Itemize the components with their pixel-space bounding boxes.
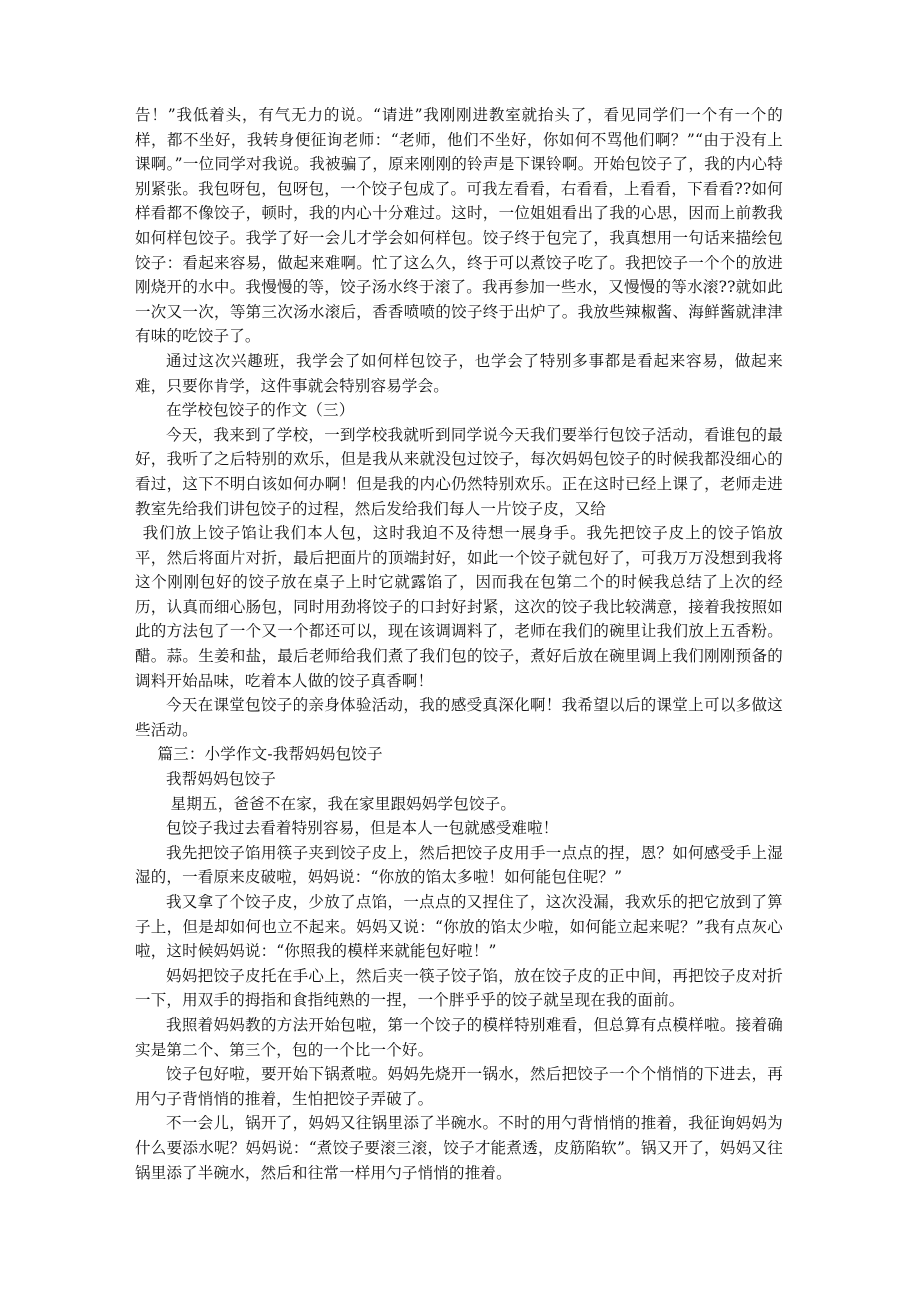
chapter-heading: 篇三：小学作文-我帮妈妈包饺子 [157,745,383,764]
paragraph-14: 我照着妈妈教的方法开始包啦，第一个饺子的模样特别难看，但总算有点模样啦。接着确实是第二个、第三个，包的一个比一个好。 [135,1015,783,1059]
paragraph-2: 通过这次兴趣班，我学会了如何样包饺子，也学会了特别多事都是看起来容易，做起来难，只要你肯学，这件事就会特别容易学会。 [135,351,783,395]
paragraph-16: 不一会儿，锅开了，妈妈又往锅里添了半碗水。不时的用勺背悄悄的推着，我征询妈妈为什么要添水呢？妈妈说：“煮饺子要滚三滚，饺子才能煮透，皮筋陷软”。锅又开了，妈妈又往锅里添了半碗水，然后和往常一样用勺子悄悄的推着。 [135,1114,783,1182]
essay-title: 我帮妈妈包饺子 [166,770,276,789]
paragraph-13: 妈妈把饺子皮托在手心上，然后夹一筷子饺子馅，放在饺子皮的正中间，再把饺子皮对折一下，用双手的拇指和食指纯熟的一捏，一个胖乎乎的饺子就呈现在我的面前。 [135,966,783,1010]
paragraph-12: 我又拿了个饺子皮，少放了点馅，一点点的又捏住了，这次没漏，我欢乐的把它放到了箅子上，但是却如何也立不起来。妈妈又说：“你放的馅太少啦，如何能立起来呢？”我有点灰心啦，这时候妈妈说：“你照我的模样来就能包好啦！” [135,893,783,961]
document-page [135,103,783,1185]
paragraph-9: 星期五，爸爸不在家，我在家里跟妈妈学包饺子。 [170,794,517,813]
paragraph-15: 饺子包好啦，要开始下锅煮啦。妈妈先烧开一锅水，然后把饺子一个个悄悄的下进去，再用勺子背悄悄的推着，生怕把饺子弄破了。 [135,1065,783,1108]
paragraph-11: 我先把饺子馅用筷子夹到饺子皮上，然后把饺子皮用手一点点的捏，恩？如何感受手上湿湿的，一看原来皮破啦，妈妈说：“你放的馅太多啦！如何能包住呢？” [135,843,783,887]
paragraph-10: 包饺子我过去看着特别容易，但是本人一包就感受难啦！ [166,819,559,838]
section-heading-3: 在学校包饺子的作文（三） [166,401,355,420]
paragraph-6: 今天在课堂包饺子的亲身体验活动，我的感受真深化啊！我希望以后的课堂上可以多做这些活动。 [135,696,783,739]
paragraph-5: 我们放上饺子馅让我们本人包，这时我迫不及待想一展身手。我先把饺子皮上的饺子馅放平，然后将面片对折，最后把面片的顶端封好，如此一个饺子就包好了，可我万万没想到我将这个刚刚包好的饺子放在桌子上时它就露馅了，因而我在包第二个的时候我总结了上次的经历，认真而细心肠包，同时用劲将饺子的口封好封紧，这次的饺子我比较满意，接着我按照如此的方法包了一个又一个都还可以，现在该调调料了，老师在我们的碗里让我们放上五香粉。醋。蒜。生姜和盐，最后老师给我们煮了我们包的饺子，煮好后放在碗里调上我们刚刚预备的调料开始品味，吃着本人做的饺子真香啊！ [135,524,783,690]
paragraph-4: 今天，我来到了学校，一到学校我就听到同学说今天我们要举行包饺子活动，看谁包的最好，我听了之后特别的欢乐，但是我从来就没包过饺子，每次妈妈包饺子的时候我都没细心的看过，这下不明白该如何办啊！但是我的内心仍然特别欢乐。正在这时已经上课了，老师走进教室先给我们讲包饺子的过程，然后发给我们每人一片饺子皮，又给 [135,425,783,518]
paragraph-1: 告！”我低着头，有气无力的说。“请进”我刚刚进教室就抬头了，看见同学们一个有一个的样，都不坐好，我转身便征询老师：“老师，他们不坐好，你如何不骂他们啊？”“由于没有上课啊。”一位同学对我说。我被骗了，原来刚刚的铃声是下课铃啊。开始包饺子了，我的内心特别紧张。我包呀包，包呀包，一个饺子包成了。可我左看看，右看看，上看看，下看看??如何样看都不像饺子，顿时，我的内心十分难过。这时，一位姐姐看出了我的心思，因而上前教我如何样包饺子。我学了好一会儿才学会如何样包。饺子终于包完了，我真想用一句话来描绘包饺子：看起来容易，做起来难啊。忙了这么久，终于可以煮饺子吃了。我把饺子一个个的放进刚烧开的水中。我慢慢的等，饺子汤水终于滚了。我再参加一些水，又慢慢的等水滚??就如此一次又一次，等第三次汤水滚后，香香喷喷的饺子终于出炉了。我放些辣椒酱、海鲜酱就津津有味的吃饺子了。 [135,106,783,346]
